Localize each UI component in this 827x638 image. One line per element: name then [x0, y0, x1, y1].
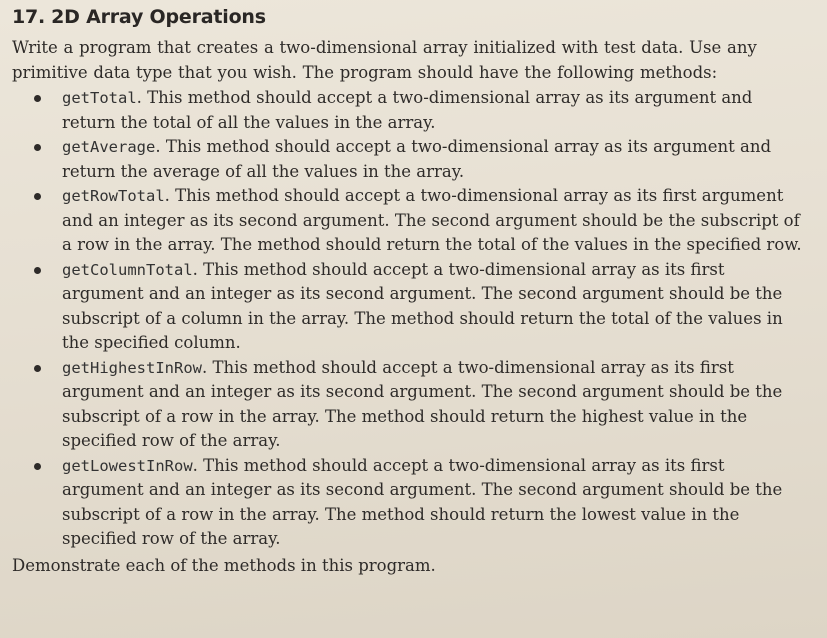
- method-description: . This method should accept a two-dimensional array as its first argument and an integer as its second argument. The second argument should be the subscript of a row in the array. The method should return the highest value in the specified row of the array.: [62, 357, 783, 450]
- method-description: . This method should accept a two-dimensional array as its first argument and an integer as its second argument. The second argument should be the subscript of a column in the array. The method should return the total of the values in the specified column.: [62, 259, 783, 352]
- method-list: [12, 86, 807, 552]
- method-description: . This method should accept a two-dimensional array as its argument and return the total of all the values in the array.: [62, 88, 753, 132]
- exercise-heading: [12, 6, 807, 28]
- bullet-icon: [34, 95, 41, 102]
- method-name: getColumnTotal: [62, 260, 193, 279]
- method-name: getHighestInRow: [62, 358, 202, 377]
- bullet-icon: [34, 144, 41, 151]
- bullet-icon: [34, 463, 41, 470]
- method-item-get-column-total: [12, 258, 807, 356]
- bullet-icon: [34, 267, 41, 274]
- method-description: . This method should accept a two-dimensional array as its first argument and an integer as its second argument. The second argument should be the subscript of a row in the array. The method should return the lowest value in the specified row of the array.: [62, 455, 783, 548]
- method-description: . This method should accept a two-dimensional array as its argument and return the average of all the values in the array.: [62, 137, 772, 181]
- exercise-title: 2D Array Operations: [51, 6, 266, 28]
- bullet-icon: [34, 193, 41, 200]
- method-name: getTotal: [62, 89, 137, 107]
- bullet-icon: [34, 365, 41, 372]
- method-name: getAverage: [62, 138, 156, 156]
- method-item-get-highest-in-row: [12, 356, 807, 454]
- exercise-number: 17.: [12, 6, 46, 28]
- method-item-get-average: [12, 135, 807, 184]
- exercise-intro: Write a program that creates a two-dimensional array initialized with test data. Use any primitive data type that you wish. The program should have the following methods:: [12, 38, 757, 82]
- method-name: getRowTotal: [62, 187, 165, 205]
- method-name: getLowestInRow: [62, 456, 193, 475]
- method-item-get-lowest-in-row: [12, 454, 807, 552]
- exercise-closing: Demonstrate each of the methods in this program.: [12, 555, 436, 575]
- method-item-get-row-total: [12, 184, 807, 258]
- method-item-get-total: [12, 86, 807, 135]
- method-description: . This method should accept a two-dimensional array as its first argument and an integer as its second argument. The second argument should be the subscript of a row in the array. The method should return the total of the values in the specified row.: [62, 186, 802, 254]
